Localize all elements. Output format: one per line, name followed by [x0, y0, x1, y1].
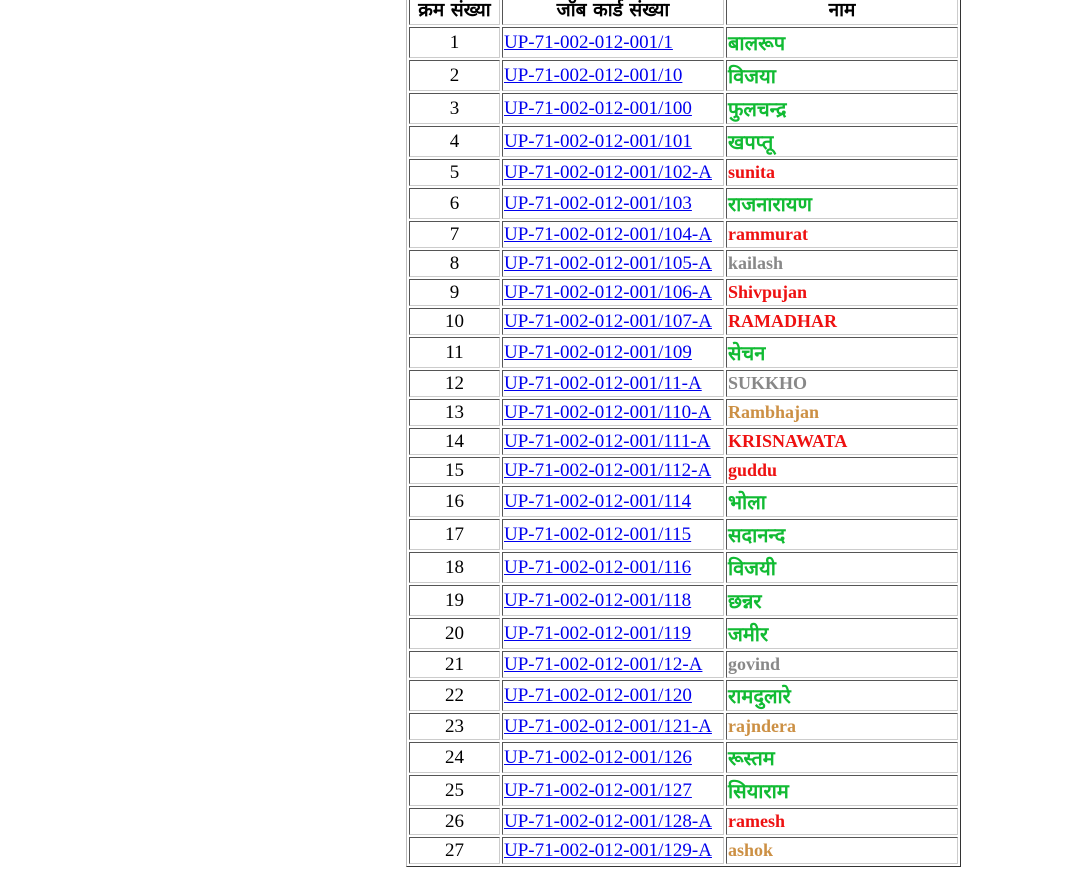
table-row: [409, 221, 958, 248]
job-card-link[interactable]: UP-71-002-012-001/129-A: [504, 839, 712, 861]
person-name: जमीर: [728, 622, 769, 646]
job-card-cell: [502, 742, 724, 773]
job-card-link[interactable]: UP-71-002-012-001/119: [504, 622, 692, 644]
table-row: [409, 126, 958, 157]
job-card-link[interactable]: UP-71-002-012-001/107-A: [504, 310, 712, 332]
serial-number-cell: 4: [409, 126, 500, 157]
serial-number-cell: 18: [409, 552, 500, 583]
job-card-cell: [502, 188, 724, 219]
serial-number-cell: 16: [409, 486, 500, 517]
name-cell: [726, 188, 958, 219]
serial-number-cell: 5: [409, 159, 500, 186]
job-card-cell: [502, 680, 724, 711]
job-card-link[interactable]: UP-71-002-012-001/120: [504, 684, 692, 706]
job-card-link[interactable]: UP-71-002-012-001/100: [504, 97, 692, 119]
serial-number-cell: 26: [409, 808, 500, 835]
person-name: Rambhajan: [728, 402, 820, 422]
name-cell: [726, 370, 958, 397]
serial-number-cell: 7: [409, 221, 500, 248]
serial-number-cell: 6: [409, 188, 500, 219]
header-job-card-number: जॉब कार्ड संख्या: [502, 0, 724, 25]
serial-number-cell: 22: [409, 680, 500, 711]
table-row: [409, 680, 958, 711]
table-row: [409, 775, 958, 806]
name-cell: [726, 221, 958, 248]
job-card-link[interactable]: UP-71-002-012-001/110-A: [504, 401, 712, 423]
person-name: फुलचन्द्र: [728, 97, 787, 121]
job-card-link[interactable]: UP-71-002-012-001/128-A: [504, 810, 712, 832]
name-cell: [726, 742, 958, 773]
job-card-cell: [502, 428, 724, 455]
table-row: [409, 519, 958, 550]
job-card-cell: [502, 337, 724, 368]
job-card-cell: [502, 279, 724, 306]
person-name: guddu: [728, 460, 778, 480]
person-name: KRISNAWATA: [728, 431, 848, 451]
job-card-link[interactable]: UP-71-002-012-001/105-A: [504, 252, 712, 274]
job-card-cell: [502, 552, 724, 583]
person-name: रूस्तम: [728, 746, 775, 770]
job-card-table-container: [406, 0, 961, 867]
person-name: बालरूप: [728, 31, 786, 55]
job-card-table: [406, 0, 961, 867]
job-card-cell: [502, 713, 724, 740]
table-row: [409, 337, 958, 368]
job-card-cell: [502, 60, 724, 91]
person-name: Shivpujan: [728, 282, 808, 302]
job-card-cell: [502, 486, 724, 517]
table-row: [409, 713, 958, 740]
person-name: SUKKHO: [728, 373, 808, 393]
job-card-link[interactable]: UP-71-002-012-001/127: [504, 779, 692, 801]
person-name: ramesh: [728, 811, 785, 831]
job-card-link[interactable]: UP-71-002-012-001/114: [504, 490, 692, 512]
serial-number-cell: 2: [409, 60, 500, 91]
name-cell: [726, 27, 958, 58]
serial-number-cell: 24: [409, 742, 500, 773]
name-cell: [726, 552, 958, 583]
table-row: [409, 279, 958, 306]
table-row: [409, 552, 958, 583]
name-cell: [726, 808, 958, 835]
table-row: [409, 486, 958, 517]
name-cell: [726, 519, 958, 550]
serial-number-cell: 8: [409, 250, 500, 277]
table-header-row: [409, 0, 958, 25]
serial-number-cell: 11: [409, 337, 500, 368]
person-name: रामदुलारे: [728, 684, 791, 708]
header-serial-number: क्रम संख्या: [409, 0, 500, 25]
person-name: rajndera: [728, 716, 796, 736]
name-cell: [726, 399, 958, 426]
person-name: सदानन्द: [728, 523, 786, 547]
table-row: [409, 618, 958, 649]
person-name: छन्नर: [728, 589, 762, 613]
job-card-cell: [502, 618, 724, 649]
name-cell: [726, 159, 958, 186]
serial-number-cell: 1: [409, 27, 500, 58]
job-card-link[interactable]: UP-71-002-012-001/118: [504, 589, 692, 611]
serial-number-cell: 9: [409, 279, 500, 306]
name-cell: [726, 585, 958, 616]
name-cell: [726, 457, 958, 484]
name-cell: [726, 486, 958, 517]
person-name: ashok: [728, 840, 774, 860]
table-row: [409, 428, 958, 455]
table-row: [409, 457, 958, 484]
job-card-link[interactable]: UP-71-002-012-001/121-A: [504, 715, 712, 737]
table-row: [409, 742, 958, 773]
header-name: नाम: [726, 0, 958, 25]
table-body: [409, 27, 958, 864]
person-name: kailash: [728, 253, 784, 273]
job-card-cell: [502, 775, 724, 806]
serial-number-cell: 17: [409, 519, 500, 550]
person-name: rammurat: [728, 224, 808, 244]
job-card-cell: [502, 399, 724, 426]
table-row: [409, 188, 958, 219]
job-card-link[interactable]: UP-71-002-012-001/109: [504, 341, 692, 363]
job-card-cell: [502, 250, 724, 277]
job-card-link[interactable]: UP-71-002-012-001/11-A: [504, 372, 702, 394]
table-row: [409, 93, 958, 124]
job-card-link[interactable]: UP-71-002-012-001/1: [504, 31, 673, 53]
table-row: [409, 159, 958, 186]
name-cell: [726, 93, 958, 124]
name-cell: [726, 250, 958, 277]
person-name: खपप्तू: [728, 130, 774, 154]
serial-number-cell: 21: [409, 651, 500, 678]
serial-number-cell: 14: [409, 428, 500, 455]
serial-number-cell: 20: [409, 618, 500, 649]
job-card-cell: [502, 27, 724, 58]
table-row: [409, 370, 958, 397]
person-name: RAMADHAR: [728, 311, 837, 331]
table-row: [409, 808, 958, 835]
name-cell: [726, 279, 958, 306]
name-cell: [726, 775, 958, 806]
serial-number-cell: 25: [409, 775, 500, 806]
table-row: [409, 585, 958, 616]
job-card-cell: [502, 457, 724, 484]
job-card-cell: [502, 126, 724, 157]
serial-number-cell: 27: [409, 837, 500, 864]
name-cell: [726, 837, 958, 864]
table-row: [409, 60, 958, 91]
table-row: [409, 27, 958, 58]
job-card-cell: [502, 308, 724, 335]
job-card-cell: [502, 159, 724, 186]
serial-number-cell: 23: [409, 713, 500, 740]
job-card-cell: [502, 370, 724, 397]
job-card-cell: [502, 519, 724, 550]
person-name: sunita: [728, 162, 776, 182]
job-card-link[interactable]: UP-71-002-012-001/126: [504, 746, 692, 768]
job-card-cell: [502, 585, 724, 616]
job-card-link[interactable]: UP-71-002-012-001/106-A: [504, 281, 712, 303]
serial-number-cell: 10: [409, 308, 500, 335]
name-cell: [726, 680, 958, 711]
table-row: [409, 837, 958, 864]
table-row: [409, 308, 958, 335]
table-row: [409, 651, 958, 678]
name-cell: [726, 308, 958, 335]
serial-number-cell: 15: [409, 457, 500, 484]
serial-number-cell: 19: [409, 585, 500, 616]
name-cell: [726, 337, 958, 368]
job-card-link[interactable]: UP-71-002-012-001/112-A: [504, 459, 712, 481]
person-name: राजनारायण: [728, 192, 812, 216]
job-card-cell: [502, 93, 724, 124]
job-card-link[interactable]: UP-71-002-012-001/101: [504, 130, 692, 152]
job-card-link[interactable]: UP-71-002-012-001/104-A: [504, 223, 712, 245]
job-card-cell: [502, 808, 724, 835]
name-cell: [726, 126, 958, 157]
name-cell: [726, 618, 958, 649]
person-name: govind: [728, 654, 781, 674]
table-row: [409, 250, 958, 277]
serial-number-cell: 12: [409, 370, 500, 397]
name-cell: [726, 428, 958, 455]
serial-number-cell: 13: [409, 399, 500, 426]
job-card-cell: [502, 651, 724, 678]
name-cell: [726, 60, 958, 91]
person-name: सियाराम: [728, 779, 789, 803]
job-card-cell: [502, 837, 724, 864]
job-card-link[interactable]: UP-71-002-012-001/10: [504, 64, 683, 86]
job-card-cell: [502, 221, 724, 248]
job-card-link[interactable]: UP-71-002-012-001/116: [504, 556, 692, 578]
person-name: विजया: [728, 64, 776, 88]
job-card-link[interactable]: UP-71-002-012-001/102-A: [504, 161, 712, 183]
person-name: सेचन: [728, 341, 766, 365]
table-row: [409, 399, 958, 426]
job-card-link[interactable]: UP-71-002-012-001/103: [504, 192, 692, 214]
person-name: विजयी: [728, 556, 776, 580]
job-card-link[interactable]: UP-71-002-012-001/115: [504, 523, 692, 545]
name-cell: [726, 651, 958, 678]
person-name: भोला: [728, 490, 766, 514]
job-card-link[interactable]: UP-71-002-012-001/12-A: [504, 653, 703, 675]
job-card-link[interactable]: UP-71-002-012-001/111-A: [504, 430, 711, 452]
name-cell: [726, 713, 958, 740]
serial-number-cell: 3: [409, 93, 500, 124]
